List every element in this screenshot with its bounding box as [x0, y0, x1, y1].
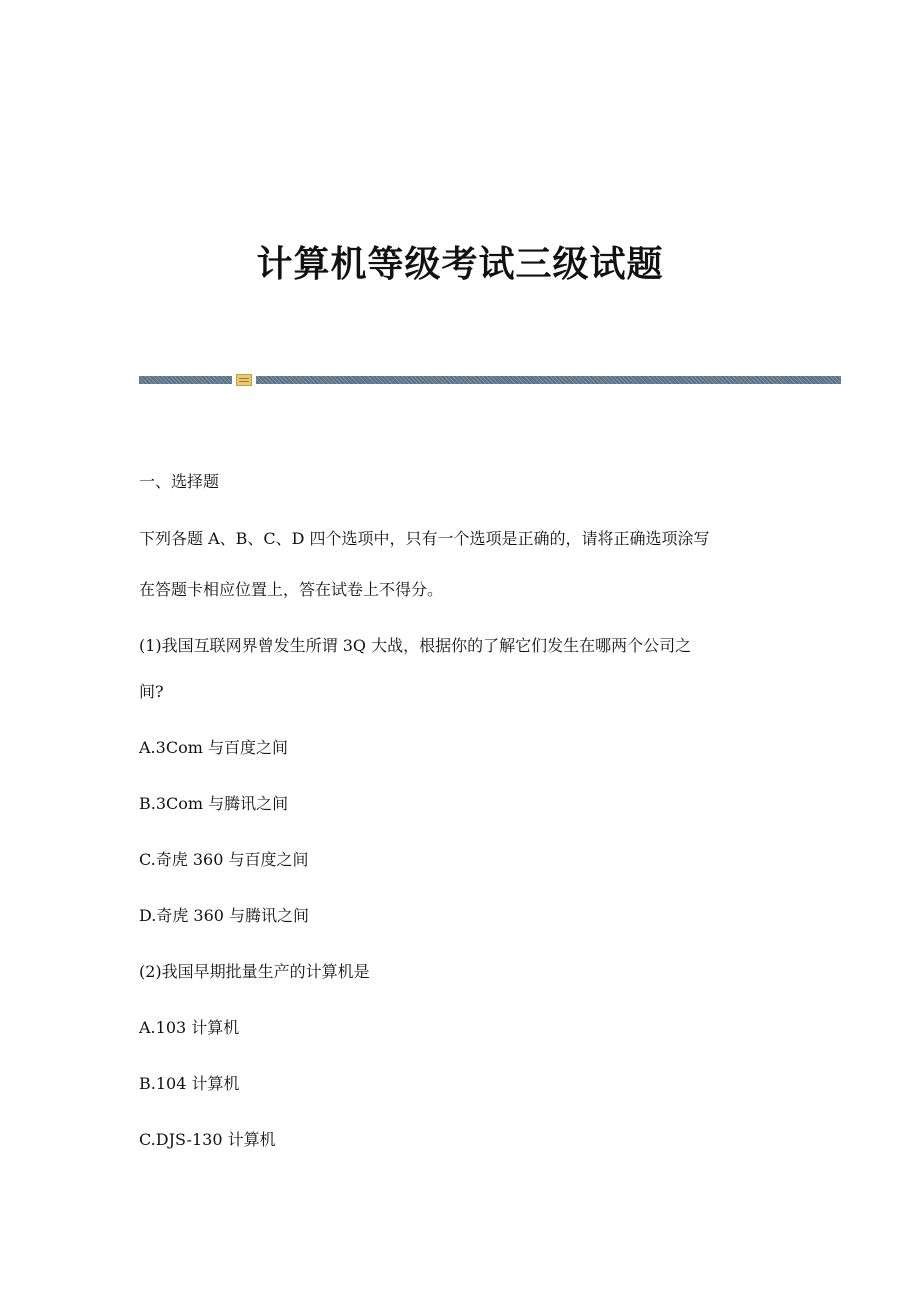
- title-divider: [139, 374, 841, 386]
- question-1-stem-line-2: 间?: [139, 682, 164, 701]
- instruction-line-1: 下列各题 A、B、C、D 四个选项中，只有一个选项是正确的，请将正确选项涂写: [139, 529, 710, 548]
- question-2-stem: (2)我国早期批量生产的计算机是: [139, 962, 370, 981]
- question-2-option-c: C.DJS-130 计算机: [139, 1130, 276, 1149]
- instruction-line-2: 在答题卡相应位置上，答在试卷上不得分。: [139, 580, 444, 599]
- question-1-option-d: D.奇虎 360 与腾讯之间: [139, 906, 310, 925]
- divider-bar-left: [139, 376, 232, 384]
- question-1-option-a: A.3Com 与百度之间: [139, 738, 288, 757]
- divider-ornament-icon: [236, 374, 252, 386]
- question-1-option-c: C.奇虎 360 与百度之间: [139, 850, 309, 869]
- question-1-stem-line-1: (1)我国互联网界曾发生所谓 3Q 大战，根据你的了解它们发生在哪两个公司之: [139, 636, 692, 655]
- question-2-option-b: B.104 计算机: [139, 1074, 240, 1093]
- question-1-option-b: B.3Com 与腾讯之间: [139, 794, 289, 813]
- question-2-option-a: A.103 计算机: [139, 1018, 240, 1037]
- section-heading: 一、选择题: [139, 472, 220, 491]
- document-title: 计算机等级考试三级试题: [256, 244, 664, 286]
- divider-bar-right: [256, 376, 841, 384]
